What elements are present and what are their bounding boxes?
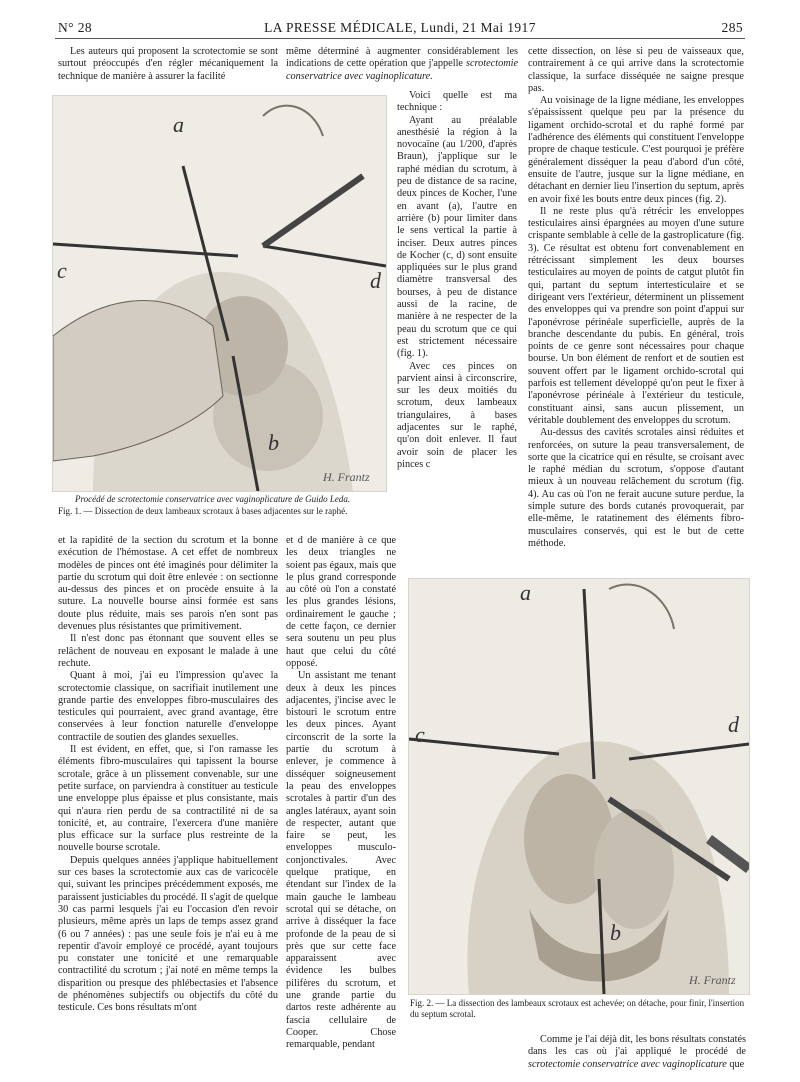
paragraph: Il est évident, en effet, que, si l'on ramasse les éléments fibro-musculaires qui tapissent la bourse scrotale, grâce à un plissement convenable, sur une petite surface, on parviendra à constituer au testicule une enveloppe plus épaisse et plus consistante, mais qui n'aura rien perdu de sa contractilité ni de sa tonicité, et, au contraire, l'exercera d'une manière plus efficace sur la surface plus restreinte de la nouvelle bourse scrotale. <box>58 744 278 854</box>
paragraph: et d de manière à ce que les deux triangles ne soient pas égaux, mais que le plus grand corresponde au côté où l'on a constaté les plus grandes lésions, ordinairement le gauche ; de cette façon, ce dernier sera soutenu un peu plus haut que celui du côté opposé. <box>286 535 396 669</box>
paragraph: Au voisinage de la ligne médiane, les enveloppes s'épaississent quelque peu par la présence du ligament orchido-scrotal et du raphé formé par l'adhérence des éléments qui constituent l'enveloppe propre de chaque testicule. C'est pourquoi je préfère généralement disséquer la peau d'abord d'un côté, ensuite de l'autre, jusque sur la ligne médiane, en détachant en dernier lieu l'insertion du septum, après en avoir fixé les bouts entre deux pinces (fig. 2). <box>528 95 744 205</box>
page-number: 285 <box>721 20 743 35</box>
paragraph: Les auteurs qui proposent la scrotectomie se sont surtout préoccupés d'en régler mécaniquement la technique de manière à assurer la facilité <box>58 46 278 82</box>
column2-top-intro <box>286 46 518 83</box>
svg-text:H. Frantz: H. Frantz <box>323 470 370 484</box>
fig1-label-b: b <box>268 430 279 455</box>
fig2-label-b: b <box>610 920 621 945</box>
paragraph: Depuis quelques années j'applique habituellement sur ces bases la scrotectomie aux cas de varicocèle qui, suivant les principes précédemment exposés, me paraissent justiciables du procédé. Il s'agit de quelque 30 cas parmi lesquels j'ai eu l'occasion d'en revoir plusieurs, même après un laps de temps assez grand (6 ou 7 années) : pas une seule fois je n'ai eu à me repentir d'avoir employé ce procédé, ayant toujours pu constater une tonicité et une remarquable contractilité du scrotum ; j'ai noté en même temps la disparition ou presque des phlébectasies et l'absence de phénomènes subjectifs ou objectifs du côté du testicule. Ces bons résultats m'ont <box>58 854 278 1014</box>
column2-top-text <box>397 90 517 471</box>
paragraph: Ayant au préalable anesthésié la région à la novocaïne (au 1/200, d'après Braun), j'applique sur le raphé médian du scrotum, à peu de distance de sa racine, deux pinces de Kocher, l'une en avant (a), l'autre en arrière (b) pour limiter dans le sens vertical la partie à inciser. Deux autres pinces de Kocher (c, d) sont ensuite appliquées sur le plus grand diamètre transversal des bourses, à peu de distance aussi de la racine, de manière à ne respecter de la peau du scrotum que ce qui est strictement nécessaire (fig. 1). <box>397 114 517 360</box>
journal-title: LA PRESSE MÉDICALE, Lundi, 21 Mai 1917 <box>264 20 536 35</box>
issue-number: N° 28 <box>58 20 93 35</box>
fig2-label-c: c <box>415 722 425 747</box>
paragraph: Il n'est donc pas étonnant que souvent elles se relâchent de nouveau en exposant le malade à une rechute. <box>58 633 278 669</box>
column3-top-text <box>528 46 744 550</box>
paragraph: et la rapidité de la section du scrotum et la bonne exécution de l'hémostase. A cet effet de nombreux modèles de pinces ont été imaginés pour délimiter la partie du scrotum qui doit être enlevée : on sectionne au-dessus des pinces et on procède ensuite à la suture. La nouvelle bourse ainsi formée est sans doute plus réduite, mais ses parois n'en sont pas devenues plus résistantes que primitivement. <box>58 535 278 633</box>
fig1-label-a: a <box>173 112 184 137</box>
fig1-caption: Fig. 1. — Dissection de deux lambeaux scrotaux à bases adjacentes sur le raphé. <box>58 506 348 516</box>
fig2-caption: Fig. 2. — La dissection des lambeaux scrotaux est achevée; on détache, pour finir, l'insertion du septum scrotal. <box>410 998 745 1019</box>
figure-1-illustration <box>52 95 387 492</box>
fig2-label-a: a <box>520 580 531 605</box>
paragraph: Comme je l'ai déjà dit, les bons résultats constatés dans les cas où j'ai appliqué le procédé de scrotectomie conservatrice avec vaginoplicature que <box>528 1034 746 1070</box>
fig1-label-d: d <box>370 268 381 293</box>
column1-bottom-text <box>58 535 278 1015</box>
figure-2-illustration <box>408 578 750 995</box>
paragraph: Avec ces pinces on parvient ainsi à circonscrire, sur les deux moitiés du scrotum, deux lambeaux triangulaires, à bases adjacentes sur le raphé, qu'on doit enlever. Il faut avoir soin de placer les pinces c <box>397 360 517 470</box>
column1-top-text <box>58 46 278 83</box>
fig1-label-c: c <box>57 258 67 283</box>
paragraph: Un assistant me tenant deux à deux les pinces adjacentes, j'incise avec le bistouri le scrotum entre les deux pinces. Ayant circonscrit de la sorte la partie du scrotum à enlever, je commence à disséquer soigneusement la peau des enveloppes scrotales à partir d'un des angles latéraux, ayant soin de respecter, autant que faire se peut, les enveloppes musculo-conjonctivales. Avec quelque pratique, en étendant sur l'index de la main gauche le lambeau scrotal qui se détache, on arrive à disséquer la face profonde de la peau de si près que sur cette face apparaissent avec évidence les bulbes pilifères du scrotum, et une grande partie du dartos reste adhérente au fascia cellulaire de Cooper. Chose remarquable, pendant <box>286 670 396 1051</box>
paragraph: Au-dessus des cavités scrotales ainsi réduites et renforcées, on suture la peau transversalement, de sorte que la cicatrice qui en résulte, se croisant avec le raphé médian du scrotum, s'oppose d'autant mieux à un nouveau relâchement du scrotum (fig. 4). Au cas où l'on ne ferait aucune suture perdue, la simple suture des bords cutanés provoquerait, par elle-même, le ratatinement des éléments fibro-musculaires conservés, qui est le but de cette méthode. <box>528 427 744 549</box>
fig1-caption-title: Procédé de scrotectomie conservatrice avec vaginoplicature de Guido Leda. <box>75 494 351 504</box>
paragraph: Il ne reste plus qu'à rétrécir les enveloppes testiculaires ainsi épargnées au moyen d'une suture crispante semblable à celle de la gastroplicature (fig. 3). Ce résultat est obtenu fort convenablement en rétrécissant simplement les deux bourses testiculaires au moyen de points de catgut plutôt fin qui, partant du septum intertesticulaire et se dirigeant vers l'extérieur, déterminent un plissement des enveloppes qui va prendre son point d'appui sur l'aponévrose périnéale superficielle, auprès de la branche descendante du pubis. En général, trois points de ce genre sont nécessaires pour chaque bourse. Un bon élément de renfort et de soutien est souvent offert par le ligament orchido-scrotal qui parfois est tellement développé qu'on peut le fixer à l'aponévrose périnéale à l'extérieur du testicule, constituant ainsi, sans aucun plissement, un véritable doublement des enveloppes du scrotum. <box>528 205 744 426</box>
fig2-label-d: d <box>728 712 739 737</box>
header-rule <box>55 38 745 39</box>
svg-text:H. Frantz: H. Frantz <box>689 973 736 987</box>
column2-bottom-text <box>286 535 396 1051</box>
paragraph: Voici quelle est ma technique : <box>397 90 517 114</box>
paragraph: Quant à moi, j'ai eu l'impression qu'avec la scrotectomie classique, on sacrifiait inutilement une grande partie des enveloppes fibro-musculaires des testicules qui pourraient, avec grand avantage, être conservées à leur fonction naturelle d'enveloppe contractile de soutien des glandes sexuelles. <box>58 670 278 743</box>
column3-bottom-text <box>528 1034 746 1071</box>
paragraph: cette dissection, on lèse si peu de vaisseaux que, contrairement à ce qui arrive dans la scrotectomie classique, la surface disséquée ne saigne presque pas. <box>528 46 744 94</box>
paragraph: même déterminé à augmenter considérablement les indications de cette opération que j'appelle scrotectomie conservatrice avec vaginoplicature. <box>286 46 518 82</box>
